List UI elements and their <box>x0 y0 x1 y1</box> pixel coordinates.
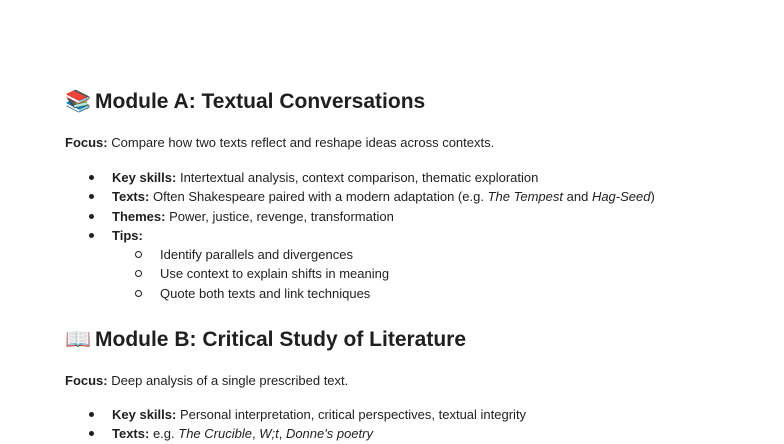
list-item-key-skills <box>65 168 655 187</box>
text-title-hag-seed: Hag-Seed <box>591 189 651 205</box>
module-a-focus <box>65 135 494 151</box>
text-title-wit: W;t <box>259 426 279 442</box>
module-b-focus <box>65 373 348 389</box>
tips-label: Tips: <box>112 227 143 243</box>
texts-close: ) <box>650 189 655 205</box>
focus-label: Focus: <box>65 135 108 150</box>
list-item-key-skills <box>65 405 526 424</box>
themes-label: Themes: <box>112 208 166 224</box>
list-item-themes <box>65 207 655 226</box>
module-b-title: Module B: Critical Study of Literature <box>95 328 467 351</box>
text-title-donne: Donne's poetry <box>285 426 373 442</box>
key-skills-text: Personal interpretation, critical perspectives, textual integrity <box>179 407 527 422</box>
list-item-texts: Texts: e.g. The Crucible, W;t, Donne's poetry <box>65 424 526 443</box>
module-a-list <box>65 168 655 303</box>
books-icon: 📚 <box>65 90 92 113</box>
key-skills-label: Key skills: <box>112 170 177 185</box>
focus-label: Focus: <box>65 373 108 388</box>
list-item-tips <box>65 226 655 303</box>
tip-item: Quote both texts and link techniques <box>112 284 655 303</box>
texts-and: and <box>566 189 589 205</box>
texts-prefix: e.g. <box>152 426 175 442</box>
tip-item: Identify parallels and divergences <box>112 245 655 264</box>
key-skills-label: Key skills: <box>112 407 177 422</box>
text-title-tempest: The Tempest <box>487 189 563 205</box>
list-item-texts <box>65 187 655 206</box>
text-title-crucible: The Crucible <box>178 426 252 442</box>
focus-text: Compare how two texts reflect and reshape ideas across contexts. <box>111 135 495 150</box>
module-b-heading <box>65 327 466 353</box>
open-book-icon: 📖 <box>65 328 92 351</box>
tip-item: Use context to explain shifts in meaning <box>112 264 655 283</box>
tips-list <box>112 245 655 303</box>
module-a-heading <box>65 89 425 115</box>
texts-label: Texts: <box>112 189 150 205</box>
focus-text: Deep analysis of a single prescribed text. <box>111 373 349 388</box>
module-b-list <box>65 405 526 444</box>
themes-text: Power, justice, revenge, transformation <box>169 208 394 224</box>
texts-text: Often Shakespeare paired with a modern adaptation (e.g. <box>152 189 484 205</box>
key-skills-text: Intertextual analysis, context comparison, thematic exploration <box>179 170 539 185</box>
module-a-title: Module A: Textual Conversations <box>95 90 426 113</box>
texts-label: Texts: <box>112 426 150 442</box>
